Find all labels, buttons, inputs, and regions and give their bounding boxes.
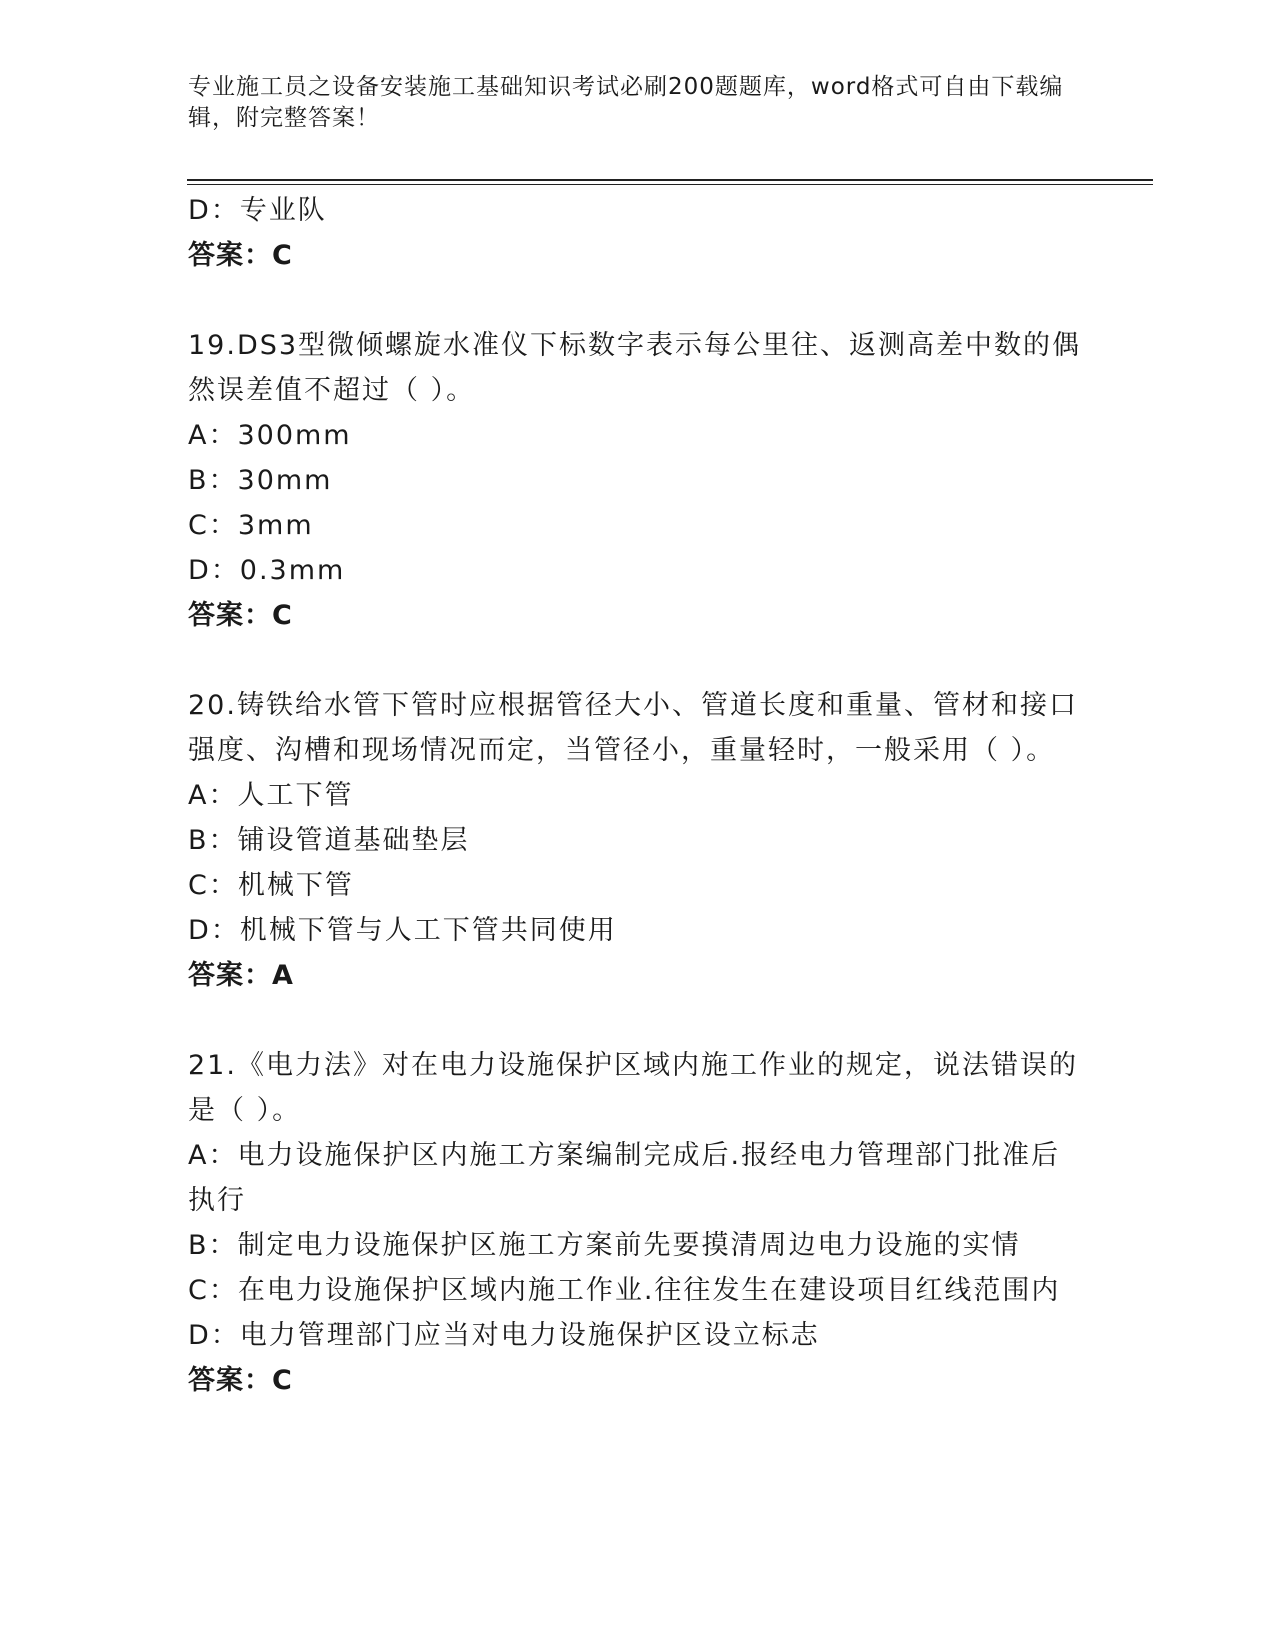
option-a: A：300mm [188,420,352,451]
carryover-option-d: D：专业队 [188,195,327,226]
question-content [188,188,1088,1403]
spacer [188,998,1088,1043]
carryover-answer: 答案：C [188,240,293,271]
option-b: B：30mm [188,465,333,496]
option-c: C：机械下管 [188,870,354,901]
question-stem: 20.铸铁给水管下管时应根据管径大小、管道长度和重量、管材和接口强度、沟槽和现场情况而定，当管径小，重量轻时，一般采用（ ）。 [188,690,1078,766]
question-stem: 21.《电力法》对在电力设施保护区域内施工作业的规定，说法错误的是（ ）。 [188,1050,1078,1126]
option-b: B：铺设管道基础垫层 [188,825,470,856]
header-divider-thin [187,184,1153,185]
page-header: 专业施工员之设备安装施工基础知识考试必刷200题题库，word格式可自由下载编辑，附完整答案！ [188,74,1064,131]
answer-label: 答案：A [188,960,294,991]
answer-label: 答案：C [188,600,293,631]
option-d: D：0.3mm [188,555,346,586]
option-a: A：电力设施保护区内施工方案编制完成后.报经电力管理部门批准后执行 [188,1140,1061,1216]
question-19 [188,323,1088,638]
spacer [188,638,1088,683]
option-a: A：人工下管 [188,780,354,811]
header-divider-thick [187,179,1153,181]
question-21 [188,1043,1088,1403]
option-d: D：电力管理部门应当对电力设施保护区设立标志 [188,1320,820,1351]
answer-label: 答案：C [188,1365,293,1396]
spacer [188,278,1088,323]
question-20 [188,683,1088,998]
option-b: B：制定电力设施保护区施工方案前先要摸清周边电力设施的实情 [188,1230,1021,1261]
question-stem: 19.DS3型微倾螺旋水准仪下标数字表示每公里往、返测高差中数的偶然误差值不超过（ ）。 [188,330,1082,406]
option-d: D：机械下管与人工下管共同使用 [188,915,617,946]
option-c: C：在电力设施保护区域内施工作业.往往发生在建设项目红线范围内 [188,1275,1061,1306]
option-c: C：3mm [188,510,314,541]
